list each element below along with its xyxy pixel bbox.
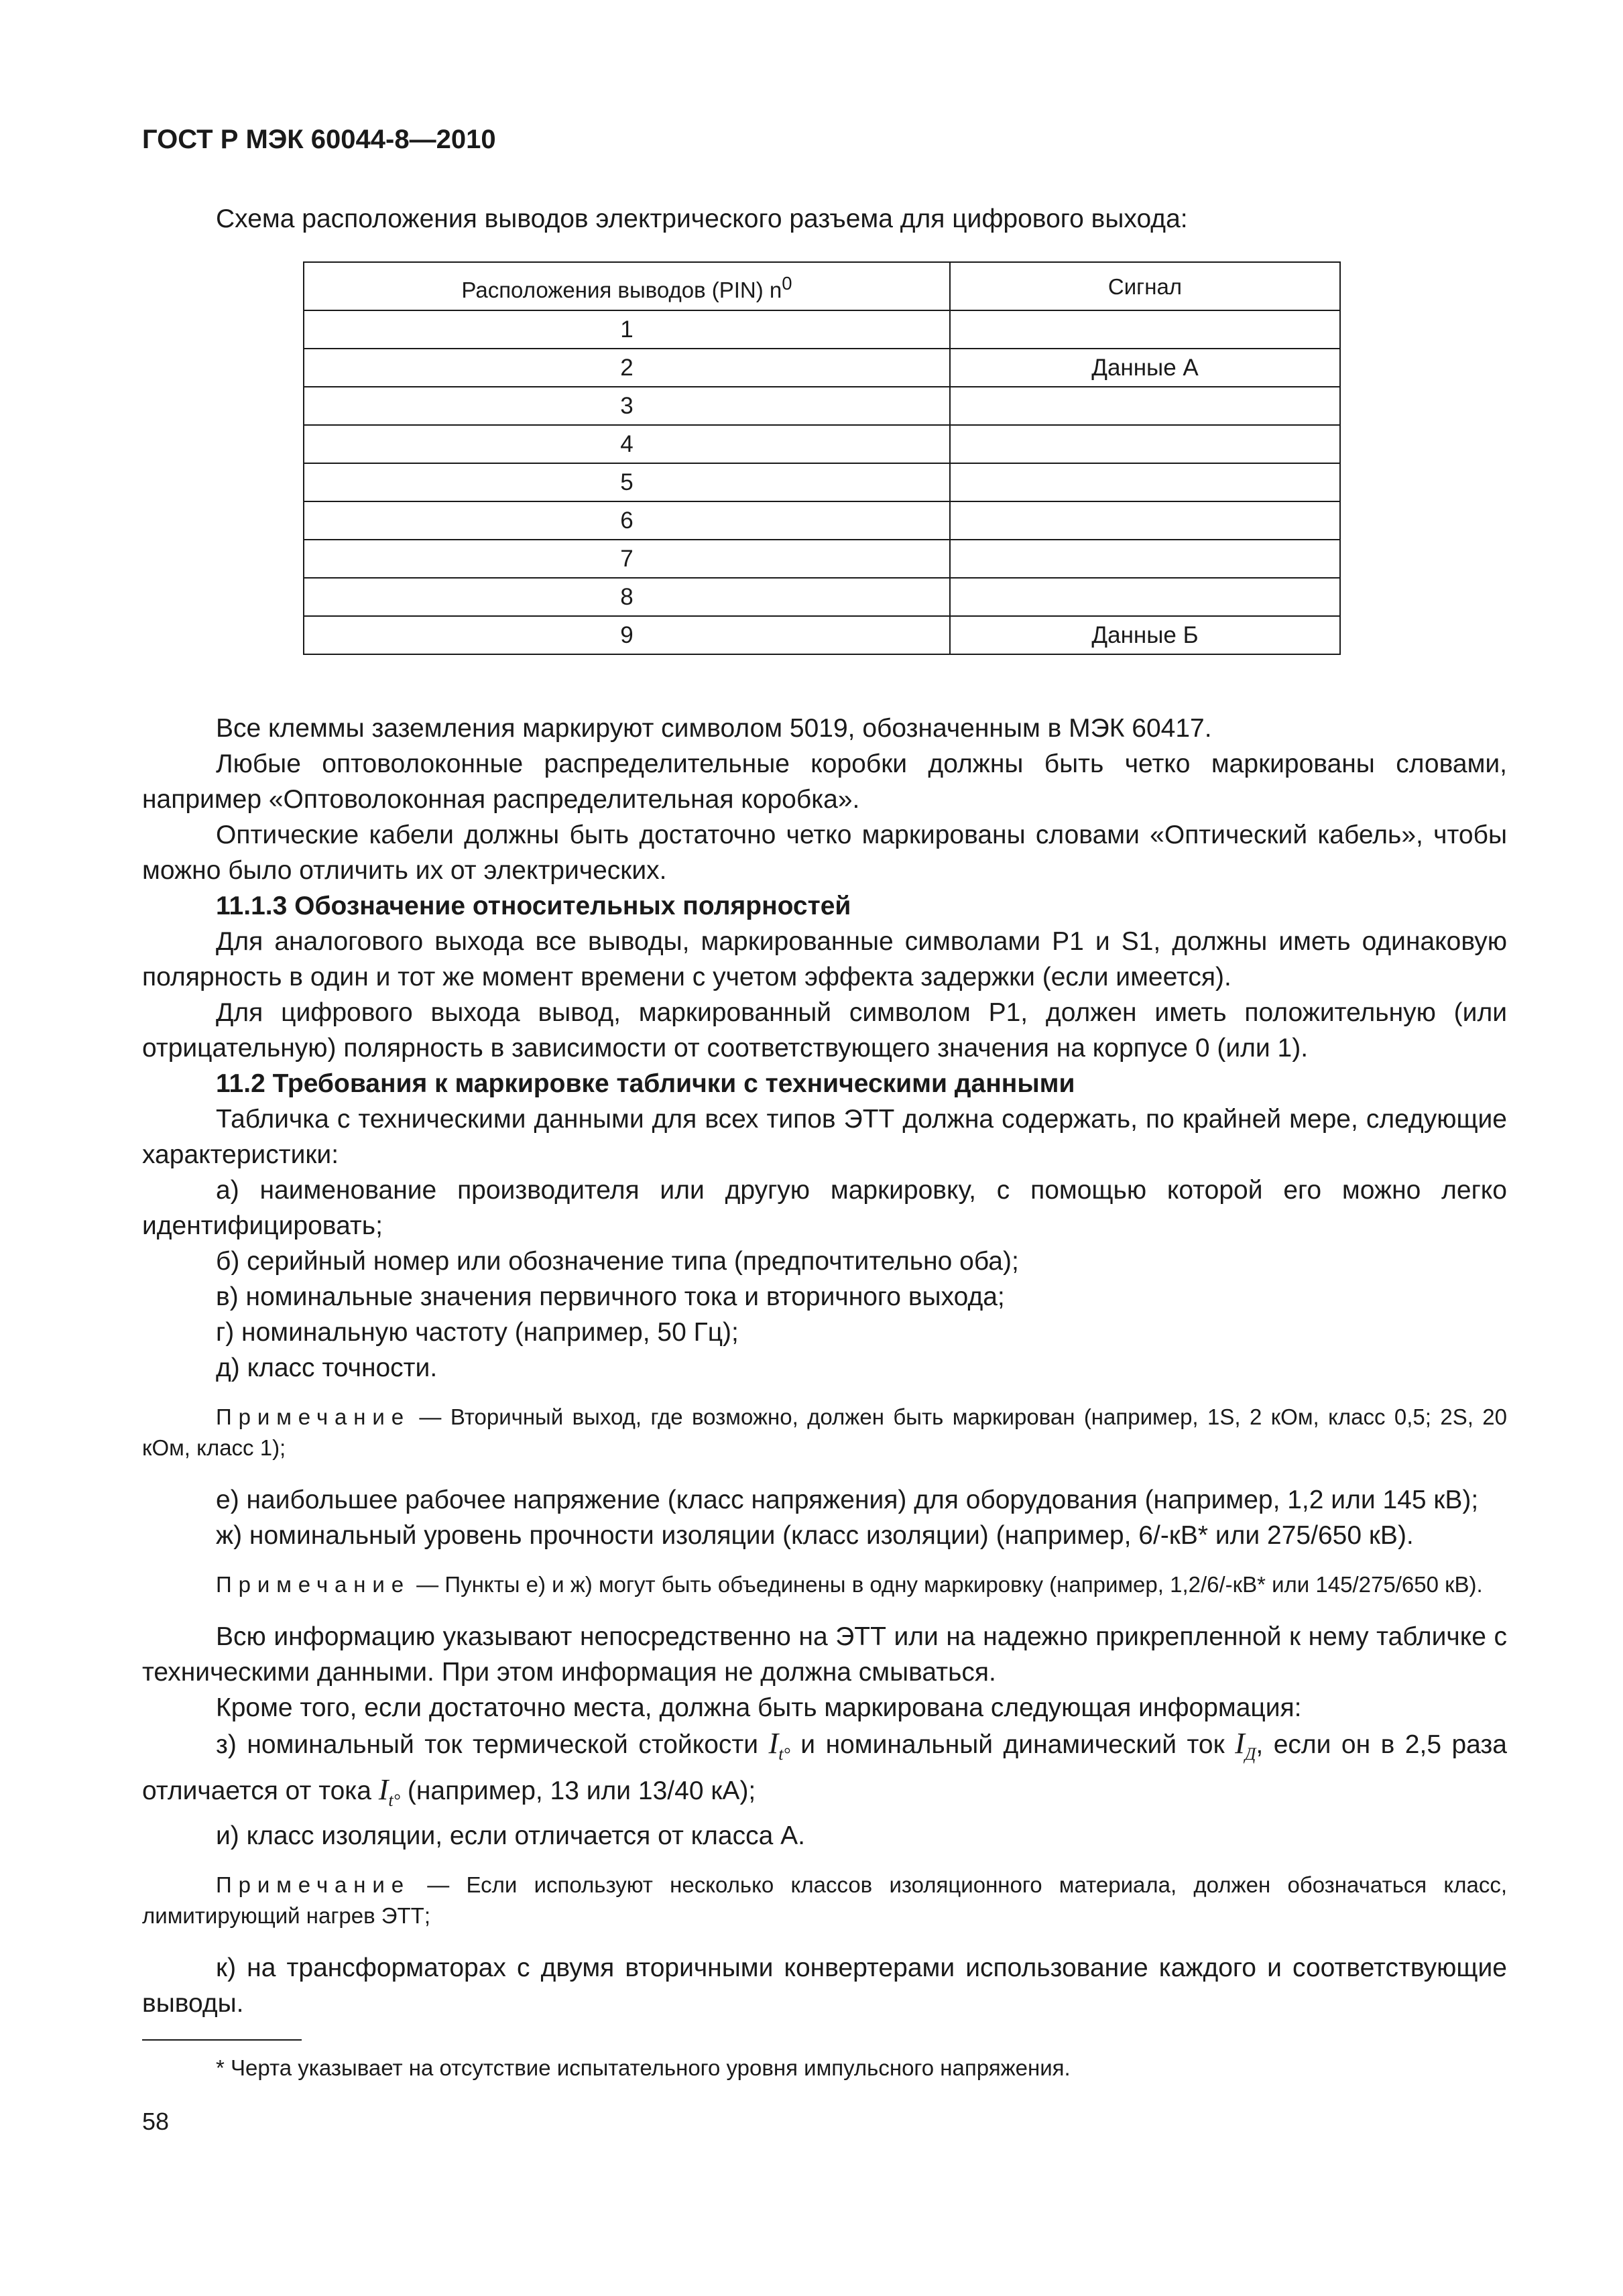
section-heading-11-2: 11.2 Требования к маркировке таблички с техническими данными (216, 1069, 1075, 1098)
page-number: 58 (142, 2108, 170, 2135)
signal-cell: Данные А (950, 349, 1340, 387)
footnote-divider (142, 2039, 302, 2041)
paragraph-optical-cables: Оптические кабели должны быть достаточно четко маркированы словами «Оптический кабель», чтобы можно было отличить их от электрических. (142, 821, 1507, 885)
list-item-zh: ж) номинальный уровень прочности изоляции (класс изоляции) (например, 6/-кВ* или 275/650 кВ). (216, 1521, 1414, 1550)
pin-cell: 3 (304, 387, 950, 425)
pin-cell: 5 (304, 463, 950, 501)
pin-cell: 8 (304, 578, 950, 616)
table-row (304, 540, 1340, 578)
symbol-dynamic-current: $I_Д$ (1235, 1727, 1256, 1764)
list-item-z: з) номинальный ток термической стойкости $I_{t^\circ}$ и номинальный динамический ток $I_Д$, если он в 2,5 раза отличается от тока $I_{t^\circ}$ (например, 13 или 13/40 кА); (142, 1727, 1508, 1810)
pin-assignment-table (303, 261, 1341, 655)
standard-header: ГОСТ Р МЭК 60044-8—2010 (142, 125, 496, 154)
paragraph-grounding: Все клеммы заземления маркируют символом 5019, обозначенным в МЭК 60417. (216, 714, 1212, 743)
list-item-e: е) наибольшее рабочее напряжение (класс напряжения) для оборудования (например, 1,2 или 145 кВ); (216, 1486, 1479, 1514)
table-row (304, 349, 1340, 387)
table-row (304, 463, 1340, 501)
note-label: Примечание (216, 1572, 411, 1597)
signal-cell (950, 387, 1340, 425)
section-heading-11-1-3: 11.1.3 Обозначение относительных полярностей (216, 892, 851, 920)
list-item-i: и) класс изоляции, если отличается от класса А. (216, 1821, 805, 1850)
list-item-d: д) класс точности. (216, 1353, 438, 1382)
signal-cell (950, 310, 1340, 349)
pin-cell: 2 (304, 349, 950, 387)
list-item-v: в) номинальные значения первичного тока и вторичного выхода; (216, 1282, 1005, 1311)
list-item-b: б) серийный номер или обозначение типа (предпочтительно оба); (216, 1247, 1019, 1276)
list-item-k: к) на трансформаторах с двумя вторичными конвертерами использование каждого и соответствующие выводы. (142, 1953, 1507, 2018)
signal-cell (950, 540, 1340, 578)
pin-cell: 7 (304, 540, 950, 578)
symbol-thermal-current: $I_{t^\circ}$ (378, 1772, 401, 1810)
pin-cell: 4 (304, 425, 950, 463)
paragraph-analog-polarity: Для аналогового выхода все выводы, маркированные символами Р1 и S1, должны иметь одинаковую полярность в один и тот же момент времени с учетом эффекта задержки (если имеется). (142, 927, 1507, 991)
note-3: Примечание — Если используют несколько классов изоляционного материала, должен обозначаться класс, лимитирующий нагрев ЭТТ; (142, 1872, 1507, 1928)
symbol-thermal-current: $I_{t^\circ}$ (768, 1727, 790, 1764)
list-item-a: а) наименование производителя или другую маркировку, с помощью которой его можно легко идентифицировать; (142, 1176, 1507, 1240)
table-intro: Схема расположения выводов электрического разъема для цифрового выхода: (216, 204, 1188, 233)
signal-cell (950, 501, 1340, 540)
table-header-row (304, 262, 1340, 310)
paragraph-info-marking: Всю информацию указывают непосредственно на ЭТТ или на надежно прикрепленной к нему табличке с техническими данными. При этом информация не должна смываться. (142, 1622, 1507, 1687)
note-1: Примечание — Вторичный выход, где возможно, должен быть маркирован (например, 1S, 2 кОм, класс 0,5; 2S, 20 кОм, класс 1); (142, 1404, 1507, 1460)
table-row (304, 387, 1340, 425)
column-header-signal: Сигнал (950, 262, 1340, 310)
paragraph-additional-info: Кроме того, если достаточно места, должна быть маркирована следующая информация: (216, 1693, 1302, 1722)
paragraph-digital-polarity: Для цифрового выхода вывод, маркированный символом Р1, должен иметь положительную (или отрицательную) полярность в зависимости от соответствующего значения на корпусе 0 (или 1). (142, 998, 1507, 1063)
note-label: Примечание (216, 1404, 411, 1429)
table-row (304, 425, 1340, 463)
table-row (304, 501, 1340, 540)
pin-cell: 6 (304, 501, 950, 540)
list-item-g: г) номинальную частоту (например, 50 Гц); (216, 1318, 739, 1347)
signal-cell (950, 578, 1340, 616)
table-row (304, 578, 1340, 616)
note-label: Примечание (216, 1872, 411, 1897)
table-row (304, 310, 1340, 349)
table-row (304, 616, 1340, 654)
signal-cell: Данные Б (950, 616, 1340, 654)
pin-cell: 1 (304, 310, 950, 349)
footnote: * Черта указывает на отсутствие испытательного уровня импульсного напряжения. (216, 2055, 1071, 2080)
pin-cell: 9 (304, 616, 950, 654)
paragraph-nameplate: Табличка с техническими данными для всех типов ЭТТ должна содержать, по крайней мере, следующие характеристики: (142, 1105, 1507, 1169)
note-2: Примечание — Пункты е) и ж) могут быть объединены в одну маркировку (например, 1,2/6/-кВ* или 145/275/650 кВ). (216, 1572, 1483, 1597)
column-header-pin: Расположения выводов (PIN) $n^0$ (304, 262, 950, 310)
paragraph-fiber-boxes: Любые оптоволоконные распределительные коробки должны быть четко маркированы словами, например «Оптоволоконная распределительная коробка». (142, 749, 1507, 814)
body-text (142, 711, 1507, 2021)
signal-cell (950, 463, 1340, 501)
signal-cell (950, 425, 1340, 463)
